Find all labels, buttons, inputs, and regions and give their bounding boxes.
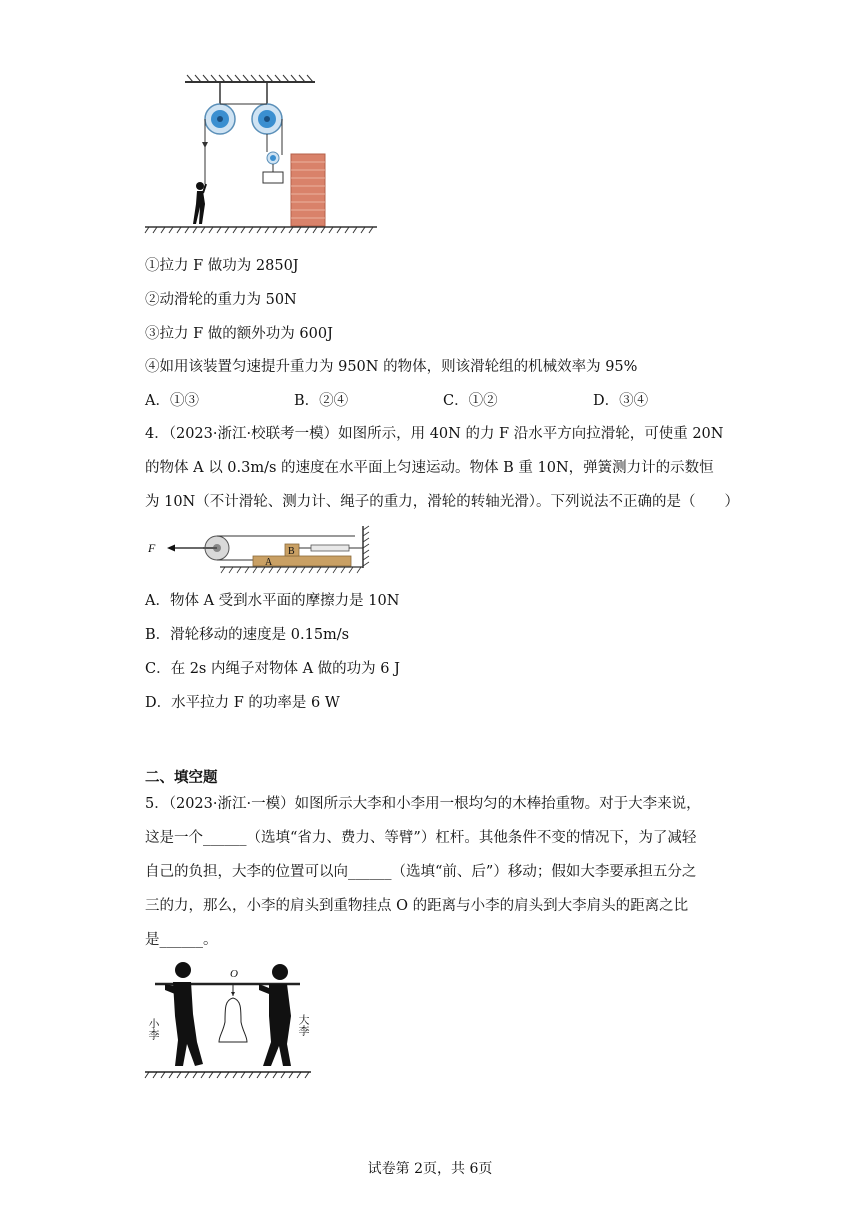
fig3-label-left: 小李 [147,1018,159,1040]
q4-option-b: B．滑轮移动的速度是 0.15m/s [145,627,350,643]
fig2-label-a: A [265,557,273,568]
fig2-label-f: F [148,541,156,555]
pulley-figure [145,72,385,234]
q5-line-5: 是______。 [145,932,218,948]
q4-line-1: 4．（2023·浙江·校联考一模）如图所示，用 40N 的力 F 沿水平方向拉滑轮，可使重 20N [145,426,724,442]
q4-option-a: A．物体 A 受到水平面的摩擦力是 10N [145,593,400,609]
q5-line-1: 5．（2023·浙江·一模）如图所示大李和小李用一根均匀的木棒抬重物。对于大李来说， [145,796,701,812]
q3-option-a: A．①③ [145,393,199,409]
pulley-spring-figure [145,522,380,576]
q4-line-2: 的物体 A 以 0.3m/s 的速度在水平面上匀速运动。物体 B 重 10N，弹簧测力计的示数恒 [145,460,714,476]
page-footer: 试卷第 2页，共 6页 [367,1161,493,1177]
fig2-label-b: B [288,546,295,557]
q3-statement-3: ③拉力 F 做的额外功为 600J [145,326,333,342]
carrying-figure [145,962,315,1086]
q4-option-d: D．水平拉力 F 的功率是 6 W [145,695,340,711]
fig3-label-right: 大李 [297,1014,309,1036]
q3-option-d: D．③④ [593,393,649,409]
q3-option-c: C．①② [443,393,498,409]
q4-option-c: C．在 2s 内绳子对物体 A 做的功为 6 J [145,661,400,677]
q3-statement-1: ①拉力 F 做功为 2850J [145,258,299,274]
q5-line-3: 自己的负担，大李的位置可以向______（选填“前、后”）移动；假如大李要承担五分之 [145,864,697,880]
fig3-label-o: O [230,968,238,980]
q3-option-b: B．②④ [294,393,349,409]
q4-line-3: 为 10N（不计滑轮、测力计、绳子的重力，滑轮的转轴光滑）。下列说法不正确的是（ ） [145,494,739,510]
q5-line-2: 这是一个______（选填“省力、费力、等臂”）杠杆。其他条件不变的情况下，为了减轻 [145,830,697,846]
q5-line-4: 三的力，那么，小李的肩头到重物挂点 O 的距离与小李的肩头到大李肩头的距离之比 [145,898,689,914]
q3-statement-4: ④如用该装置匀速提升重力为 950N 的物体，则该滑轮组的机械效率为 95% [145,359,638,375]
section-title: 二、填空题 [145,770,218,786]
q3-statement-2: ②动滑轮的重力为 50N [145,292,297,308]
